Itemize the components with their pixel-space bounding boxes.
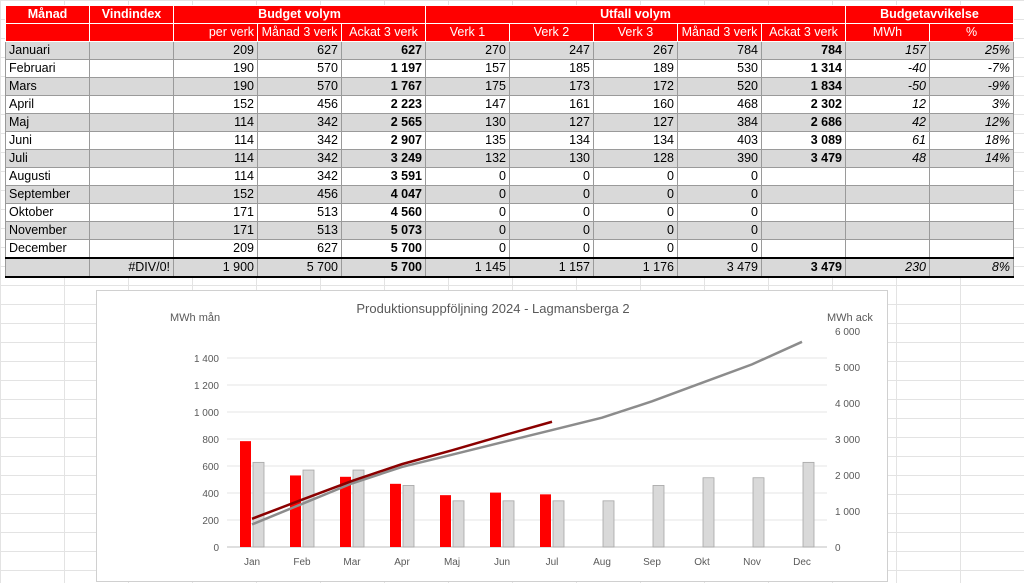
cell-mwh[interactable]: 48	[846, 150, 930, 168]
header-mwh[interactable]: MWh	[846, 24, 930, 42]
y-axis-label-right: MWh ack	[827, 312, 873, 324]
cell-per-verk[interactable]: 152	[174, 96, 258, 114]
cell-manad3[interactable]: 627	[258, 42, 342, 60]
cell-per-verk[interactable]: 114	[174, 132, 258, 150]
y-tick-left: 1 400	[193, 354, 219, 365]
table-row	[6, 42, 1014, 60]
table-row	[6, 78, 1014, 96]
cell-v3[interactable]: 0	[594, 168, 678, 186]
cell-u-manad3[interactable]: 0	[678, 204, 762, 222]
cell-u-ack3[interactable]: 3 479	[762, 150, 846, 168]
x-tick-label: Jul	[545, 557, 559, 568]
cell-manad3[interactable]: 342	[258, 150, 342, 168]
cell-manad[interactable]: April	[6, 96, 90, 114]
cell-total-mwh[interactable]: 230	[846, 258, 930, 277]
cell-v1[interactable]: 0	[426, 240, 510, 259]
cell-u-manad3[interactable]: 0	[678, 168, 762, 186]
cell-per-verk[interactable]: 190	[174, 78, 258, 96]
x-tick-label: Aug	[593, 557, 611, 568]
header-vindindex[interactable]: Vindindex	[90, 6, 174, 24]
cell-u-ack3[interactable]	[762, 240, 846, 259]
y-tick-left: 800	[202, 435, 219, 446]
table-row	[6, 240, 1014, 259]
cell-manad[interactable]: November	[6, 222, 90, 240]
cell-v3[interactable]: 128	[594, 150, 678, 168]
cell-pct[interactable]	[930, 222, 1014, 240]
cell-total-ack3[interactable]: 5 700	[342, 258, 426, 277]
cell-pct[interactable]: 3%	[930, 96, 1014, 114]
table-row	[6, 150, 1014, 168]
cell-ack3[interactable]: 4 560	[342, 204, 426, 222]
cell-manad[interactable]: Mars	[6, 78, 90, 96]
cell-v3[interactable]: 0	[594, 240, 678, 259]
bar-utfall	[490, 493, 501, 547]
cell-manad3[interactable]: 570	[258, 60, 342, 78]
cell-manad[interactable]: Juni	[6, 132, 90, 150]
cell-u-ack3[interactable]	[762, 204, 846, 222]
cell-v3[interactable]: 267	[594, 42, 678, 60]
cell-v2[interactable]: 0	[510, 168, 594, 186]
cell-manad[interactable]: Juli	[6, 150, 90, 168]
table-row	[6, 60, 1014, 78]
header-per-verk[interactable]: per verk	[174, 24, 258, 42]
header-verk-2[interactable]: Verk 2	[510, 24, 594, 42]
cell-per-verk[interactable]: 114	[174, 150, 258, 168]
x-tick-label: Jun	[493, 557, 511, 568]
cell-total-manad[interactable]	[6, 258, 90, 277]
chart-svg	[97, 291, 889, 583]
x-tick-label: Apr	[394, 557, 410, 568]
cell-pct[interactable]: -9%	[930, 78, 1014, 96]
cell-u-manad3[interactable]: 384	[678, 114, 762, 132]
y-tick-left: 600	[202, 462, 219, 473]
cell-ack3[interactable]: 5 073	[342, 222, 426, 240]
header-utfall-ackat-3-verk[interactable]: Ackat 3 verk	[762, 24, 846, 42]
cell-v1[interactable]: 270	[426, 42, 510, 60]
cell-vind[interactable]	[90, 132, 174, 150]
bar-budget	[553, 501, 564, 547]
bar-utfall	[240, 441, 251, 547]
line-budget-ack	[252, 342, 802, 525]
total-row	[6, 258, 1014, 277]
header-empty[interactable]	[90, 24, 174, 42]
cell-manad[interactable]: Januari	[6, 42, 90, 60]
header-utfall-volym[interactable]: Utfall volym	[426, 6, 846, 24]
cell-mwh[interactable]: 61	[846, 132, 930, 150]
y-tick-right: 4 000	[835, 399, 861, 410]
bar-utfall	[390, 484, 401, 547]
cell-mwh[interactable]: -40	[846, 60, 930, 78]
y-tick-right: 3 000	[835, 435, 861, 446]
cell-pct[interactable]	[930, 204, 1014, 222]
cell-v1[interactable]: 135	[426, 132, 510, 150]
cell-pct[interactable]: 25%	[930, 42, 1014, 60]
cell-v2[interactable]: 127	[510, 114, 594, 132]
cell-u-manad3[interactable]: 0	[678, 222, 762, 240]
cell-ack3[interactable]: 2 565	[342, 114, 426, 132]
cell-u-ack3[interactable]	[762, 168, 846, 186]
cell-u-ack3[interactable]: 3 089	[762, 132, 846, 150]
header-budget-manad-3-verk[interactable]: Månad 3 verk	[258, 24, 342, 42]
cell-ack3[interactable]: 2 907	[342, 132, 426, 150]
cell-vind[interactable]	[90, 240, 174, 259]
cell-vind[interactable]	[90, 114, 174, 132]
header-manad[interactable]: Månad	[6, 6, 90, 24]
cell-u-manad3[interactable]: 0	[678, 186, 762, 204]
cell-total-vindindex[interactable]: #DIV/0!	[90, 258, 174, 277]
cell-manad3[interactable]: 342	[258, 132, 342, 150]
cell-u-manad3[interactable]: 530	[678, 60, 762, 78]
y-tick-left: 1 000	[193, 408, 219, 419]
header-empty[interactable]	[6, 24, 90, 42]
y-tick-right: 6 000	[835, 327, 861, 338]
cell-manad3[interactable]: 513	[258, 222, 342, 240]
cell-v3[interactable]: 127	[594, 114, 678, 132]
production-chart[interactable]	[96, 290, 888, 582]
cell-v1[interactable]: 175	[426, 78, 510, 96]
cell-v1[interactable]: 132	[426, 150, 510, 168]
table-row	[6, 204, 1014, 222]
cell-pct[interactable]	[930, 240, 1014, 259]
cell-pct[interactable]: 14%	[930, 150, 1014, 168]
cell-v1[interactable]: 0	[426, 186, 510, 204]
cell-v1[interactable]: 0	[426, 204, 510, 222]
cell-total-utfall-ack3[interactable]: 3 479	[762, 258, 846, 277]
cell-vind[interactable]	[90, 186, 174, 204]
cell-manad[interactable]: Augusti	[6, 168, 90, 186]
cell-v2[interactable]: 0	[510, 186, 594, 204]
table-row	[6, 222, 1014, 240]
cell-v1[interactable]: 157	[426, 60, 510, 78]
cell-pct[interactable]: -7%	[930, 60, 1014, 78]
cell-v2[interactable]: 161	[510, 96, 594, 114]
cell-u-manad3[interactable]: 468	[678, 96, 762, 114]
cell-manad3[interactable]: 456	[258, 96, 342, 114]
cell-v2[interactable]: 0	[510, 240, 594, 259]
y-tick-right: 0	[835, 543, 841, 554]
cell-ack3[interactable]: 5 700	[342, 240, 426, 259]
cell-manad[interactable]: Maj	[6, 114, 90, 132]
cell-v2[interactable]: 130	[510, 150, 594, 168]
cell-v2[interactable]: 0	[510, 204, 594, 222]
cell-per-verk[interactable]: 190	[174, 60, 258, 78]
y-tick-left: 200	[202, 516, 219, 527]
x-tick-label: Nov	[743, 557, 761, 568]
cell-vind[interactable]	[90, 204, 174, 222]
cell-vind[interactable]	[90, 96, 174, 114]
cell-mwh[interactable]: 12	[846, 96, 930, 114]
cell-per-verk[interactable]: 209	[174, 240, 258, 259]
cell-u-ack3[interactable]: 2 302	[762, 96, 846, 114]
bar-budget	[603, 501, 614, 547]
y-tick-left: 1 200	[193, 381, 219, 392]
cell-v1[interactable]: 147	[426, 96, 510, 114]
header-budgetavvikelse[interactable]: Budgetavvikelse	[846, 6, 1014, 24]
bar-budget	[803, 462, 814, 547]
cell-vind[interactable]	[90, 168, 174, 186]
cell-v3[interactable]: 172	[594, 78, 678, 96]
cell-manad[interactable]: Februari	[6, 60, 90, 78]
cell-v2[interactable]: 134	[510, 132, 594, 150]
cell-total-per-verk[interactable]: 1 900	[174, 258, 258, 277]
table-row	[6, 132, 1014, 150]
cell-vind[interactable]	[90, 60, 174, 78]
header-verk-3[interactable]: Verk 3	[594, 24, 678, 42]
bar-budget	[653, 485, 664, 547]
cell-u-ack3[interactable]	[762, 222, 846, 240]
cell-mwh[interactable]	[846, 222, 930, 240]
x-tick-label: Jan	[243, 557, 261, 568]
cell-total-verk2[interactable]: 1 157	[510, 258, 594, 277]
cell-v3[interactable]: 0	[594, 186, 678, 204]
cell-manad3[interactable]: 342	[258, 168, 342, 186]
cell-manad3[interactable]: 513	[258, 204, 342, 222]
chart-title: Produktionsuppföljning 2024 - Lagmansberga 2	[356, 301, 630, 316]
cell-u-manad3[interactable]: 520	[678, 78, 762, 96]
cell-manad[interactable]: September	[6, 186, 90, 204]
bar-budget	[753, 478, 764, 547]
cell-manad3[interactable]: 456	[258, 186, 342, 204]
cell-ack3[interactable]: 3 249	[342, 150, 426, 168]
cell-mwh[interactable]	[846, 168, 930, 186]
cell-ack3[interactable]: 1 197	[342, 60, 426, 78]
y-axis-label-left: MWh mån	[170, 312, 221, 324]
x-tick-label: Sep	[643, 557, 661, 568]
cell-u-ack3[interactable]: 1 314	[762, 60, 846, 78]
table-row	[6, 168, 1014, 186]
cell-pct[interactable]: 18%	[930, 132, 1014, 150]
cell-v2[interactable]: 247	[510, 42, 594, 60]
cell-total-pct[interactable]: 8%	[930, 258, 1014, 277]
cell-manad3[interactable]: 627	[258, 240, 342, 259]
x-tick-label: Dec	[793, 557, 811, 568]
y-tick-right: 1 000	[835, 507, 861, 518]
cell-mwh[interactable]	[846, 186, 930, 204]
cell-per-verk[interactable]: 171	[174, 204, 258, 222]
cell-vind[interactable]	[90, 78, 174, 96]
header-pct[interactable]: %	[930, 24, 1014, 42]
cell-ack3[interactable]: 2 223	[342, 96, 426, 114]
cell-pct[interactable]	[930, 168, 1014, 186]
cell-u-ack3[interactable]: 784	[762, 42, 846, 60]
cell-v2[interactable]: 185	[510, 60, 594, 78]
cell-manad[interactable]: December	[6, 240, 90, 259]
bar-utfall	[440, 495, 451, 547]
cell-pct[interactable]: 12%	[930, 114, 1014, 132]
header-budget-ackat-3-verk[interactable]: Ackat 3 verk	[342, 24, 426, 42]
cell-per-verk[interactable]: 114	[174, 168, 258, 186]
cell-ack3[interactable]: 3 591	[342, 168, 426, 186]
cell-v3[interactable]: 160	[594, 96, 678, 114]
bar-budget	[703, 478, 714, 547]
header-budget-volym[interactable]: Budget volym	[174, 6, 426, 24]
cell-ack3[interactable]: 1 767	[342, 78, 426, 96]
table-row	[6, 186, 1014, 204]
table-row	[6, 114, 1014, 132]
x-tick-label: Maj	[443, 557, 461, 568]
cell-v3[interactable]: 134	[594, 132, 678, 150]
cell-mwh[interactable]: 157	[846, 42, 930, 60]
bar-budget	[503, 501, 514, 547]
cell-per-verk[interactable]: 209	[174, 42, 258, 60]
cell-mwh[interactable]	[846, 240, 930, 259]
cell-v3[interactable]: 0	[594, 204, 678, 222]
header-utfall-manad-3-verk[interactable]: Månad 3 verk	[678, 24, 762, 42]
cell-manad3[interactable]: 342	[258, 114, 342, 132]
cell-per-verk[interactable]: 152	[174, 186, 258, 204]
table-row	[6, 96, 1014, 114]
cell-mwh[interactable]: 42	[846, 114, 930, 132]
cell-v2[interactable]: 173	[510, 78, 594, 96]
cell-u-ack3[interactable]	[762, 186, 846, 204]
cell-per-verk[interactable]: 114	[174, 114, 258, 132]
x-tick-label: Feb	[293, 557, 311, 568]
cell-total-verk3[interactable]: 1 176	[594, 258, 678, 277]
cell-vind[interactable]	[90, 150, 174, 168]
cell-manad[interactable]: Oktober	[6, 204, 90, 222]
cell-ack3[interactable]: 4 047	[342, 186, 426, 204]
cell-per-verk[interactable]: 171	[174, 222, 258, 240]
header-verk-1[interactable]: Verk 1	[426, 24, 510, 42]
cell-vind[interactable]	[90, 42, 174, 60]
header-row-1	[6, 6, 1014, 24]
cell-u-manad3[interactable]: 0	[678, 240, 762, 259]
budget-table	[5, 5, 1014, 278]
cell-u-ack3[interactable]: 1 834	[762, 78, 846, 96]
cell-u-manad3[interactable]: 403	[678, 132, 762, 150]
header-row-2	[6, 24, 1014, 42]
cell-total-verk1[interactable]: 1 145	[426, 258, 510, 277]
cell-manad3[interactable]: 570	[258, 78, 342, 96]
cell-mwh[interactable]: -50	[846, 78, 930, 96]
cell-v2[interactable]: 0	[510, 222, 594, 240]
bar-budget	[453, 501, 464, 547]
cell-u-manad3[interactable]: 390	[678, 150, 762, 168]
cell-v1[interactable]: 0	[426, 222, 510, 240]
y-tick-left: 0	[213, 543, 219, 554]
y-tick-right: 5 000	[835, 363, 861, 374]
y-tick-left: 400	[202, 489, 219, 500]
cell-v1[interactable]: 130	[426, 114, 510, 132]
cell-v3[interactable]: 189	[594, 60, 678, 78]
bar-budget	[253, 462, 264, 547]
cell-ack3[interactable]: 627	[342, 42, 426, 60]
cell-v3[interactable]: 0	[594, 222, 678, 240]
cell-vind[interactable]	[90, 222, 174, 240]
bar-utfall	[290, 475, 301, 547]
y-tick-right: 2 000	[835, 471, 861, 482]
cell-u-manad3[interactable]: 784	[678, 42, 762, 60]
bar-budget	[303, 470, 314, 547]
cell-total-manad3[interactable]: 5 700	[258, 258, 342, 277]
cell-mwh[interactable]	[846, 204, 930, 222]
bar-utfall	[540, 494, 551, 547]
bar-budget	[403, 485, 414, 547]
x-tick-label: Mar	[343, 557, 361, 568]
cell-pct[interactable]	[930, 186, 1014, 204]
cell-v1[interactable]: 0	[426, 168, 510, 186]
cell-u-ack3[interactable]: 2 686	[762, 114, 846, 132]
cell-total-utfall-manad3[interactable]: 3 479	[678, 258, 762, 277]
x-tick-label: Okt	[694, 557, 710, 568]
